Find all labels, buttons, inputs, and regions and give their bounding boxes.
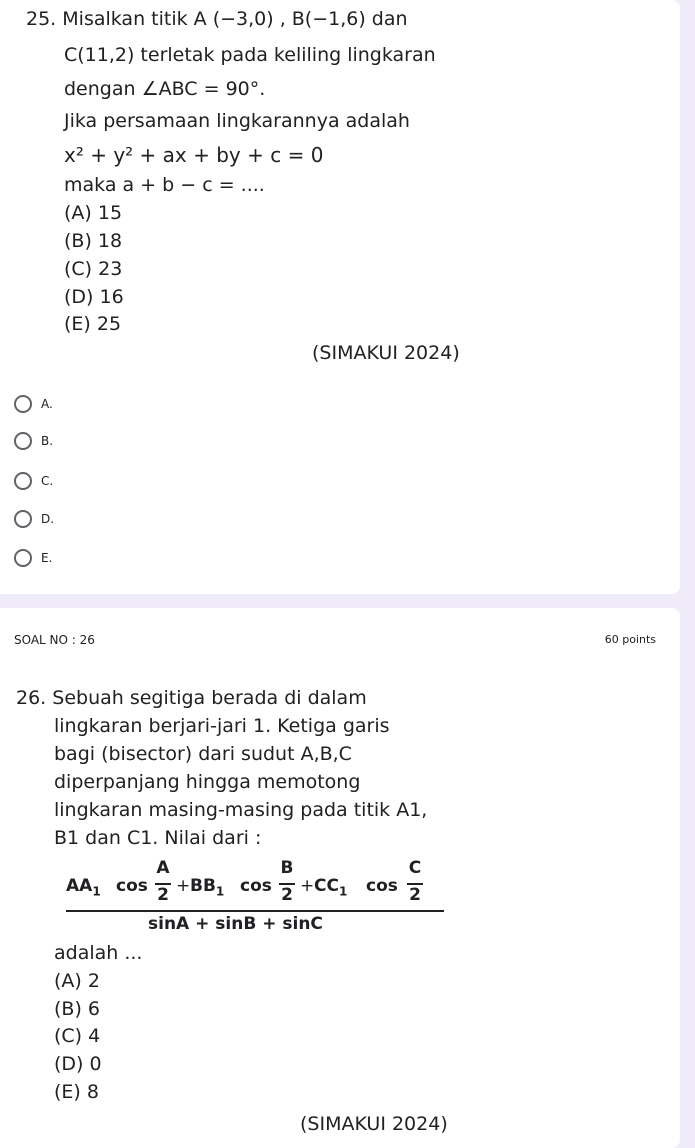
radio-circle-icon[interactable] bbox=[14, 395, 32, 413]
formula-cos-2: cos bbox=[240, 876, 272, 896]
q25-equation: x² + y² + ax + by + c = 0 bbox=[64, 143, 324, 167]
formula-term2: $BB_1$ bbox=[190, 876, 225, 899]
q25-option-e: (E) 25 bbox=[64, 313, 122, 335]
q26-text-line5: lingkaran masing-masing pada titik A1, bbox=[54, 799, 428, 821]
radio-circle-icon[interactable] bbox=[14, 472, 32, 490]
radio-circle-icon[interactable] bbox=[14, 510, 32, 528]
q26-option-e: (E) 8 bbox=[54, 1081, 99, 1103]
q25-text-line1: Misalkan titik A (−3,0) , B(−1,6) dan bbox=[62, 8, 408, 30]
formula-denominator: sinA + sinB + sinC bbox=[148, 914, 323, 934]
q26-number: 26. bbox=[16, 687, 47, 709]
q26-option-b: (B) 6 bbox=[54, 998, 100, 1020]
q25-option-a: (A) 15 bbox=[64, 202, 123, 224]
q25-option-c: (C) 23 bbox=[64, 258, 123, 280]
q25-number: 25. bbox=[26, 8, 57, 30]
q25-text-line4: Jika persamaan lingkarannya adalah bbox=[64, 110, 410, 132]
radio-label-a: A. bbox=[41, 397, 53, 411]
formula-cos-1: cos bbox=[116, 876, 148, 896]
q26-after: adalah ... bbox=[54, 942, 143, 964]
soal-number: SOAL NO : 26 bbox=[14, 633, 95, 647]
q25-text-line2: C(11,2) terletak pada keliling lingkaran bbox=[64, 44, 436, 66]
radio-circle-icon[interactable] bbox=[14, 432, 32, 450]
formula-term3: $CC_1$ bbox=[314, 876, 348, 899]
q25-option-d: (D) 16 bbox=[64, 286, 124, 308]
points-badge: 60 points bbox=[604, 633, 656, 646]
q26-option-a: (A) 2 bbox=[54, 970, 100, 992]
formula-cos-3: cos bbox=[366, 876, 398, 896]
formula-fraction-bar bbox=[66, 910, 444, 912]
q25-option-b: (B) 18 bbox=[64, 230, 123, 252]
q25-text-line3: dengan ∠ABC = 90°. bbox=[64, 78, 266, 100]
q26-option-c: (C) 4 bbox=[54, 1025, 101, 1047]
q26-text-line4: diperpanjang hingga memotong bbox=[54, 771, 361, 793]
radio-label-b: B. bbox=[41, 434, 54, 448]
formula-plus-1: + bbox=[176, 876, 191, 896]
radio-label-c: C. bbox=[41, 474, 54, 488]
q25-radio-e[interactable] bbox=[14, 546, 52, 570]
q26-text-line2: lingkaran berjari-jari 1. Ketiga garis bbox=[54, 715, 390, 737]
q26-text-line6: B1 dan C1. Nilai dari : bbox=[54, 827, 262, 849]
q26-text-line1: Sebuah segitiga berada di dalam bbox=[52, 687, 367, 709]
formula-numerator: $AA_1$ cos A 2 + $BB_1$ cos B 2 + $CC_1$ cos C 2 bbox=[66, 858, 422, 905]
q26-line1 bbox=[16, 685, 367, 712]
radio-label-e: E. bbox=[41, 551, 53, 565]
q25-text-line6: maka a + b − c = .... bbox=[64, 174, 265, 196]
question-card-26 bbox=[0, 608, 680, 1148]
q25-line1 bbox=[26, 6, 408, 33]
q25-radio-b[interactable] bbox=[14, 429, 53, 453]
q25-source: (SIMAKUI 2024) bbox=[312, 342, 460, 364]
formula-term1: $AA_1$ bbox=[66, 876, 101, 899]
q26-formula bbox=[66, 858, 446, 938]
q25-radio-c[interactable] bbox=[14, 469, 53, 493]
radio-label-d: D. bbox=[41, 512, 55, 526]
q26-source: (SIMAKUI 2024) bbox=[300, 1113, 448, 1135]
q25-radio-d[interactable] bbox=[14, 507, 54, 531]
formula-plus-2: + bbox=[300, 876, 315, 896]
q25-radio-a[interactable] bbox=[14, 392, 53, 416]
q26-option-d: (D) 0 bbox=[54, 1053, 102, 1075]
q26-text-line3: bagi (bisector) dari sudut A,B,C bbox=[54, 743, 352, 765]
radio-circle-icon[interactable] bbox=[14, 549, 32, 567]
